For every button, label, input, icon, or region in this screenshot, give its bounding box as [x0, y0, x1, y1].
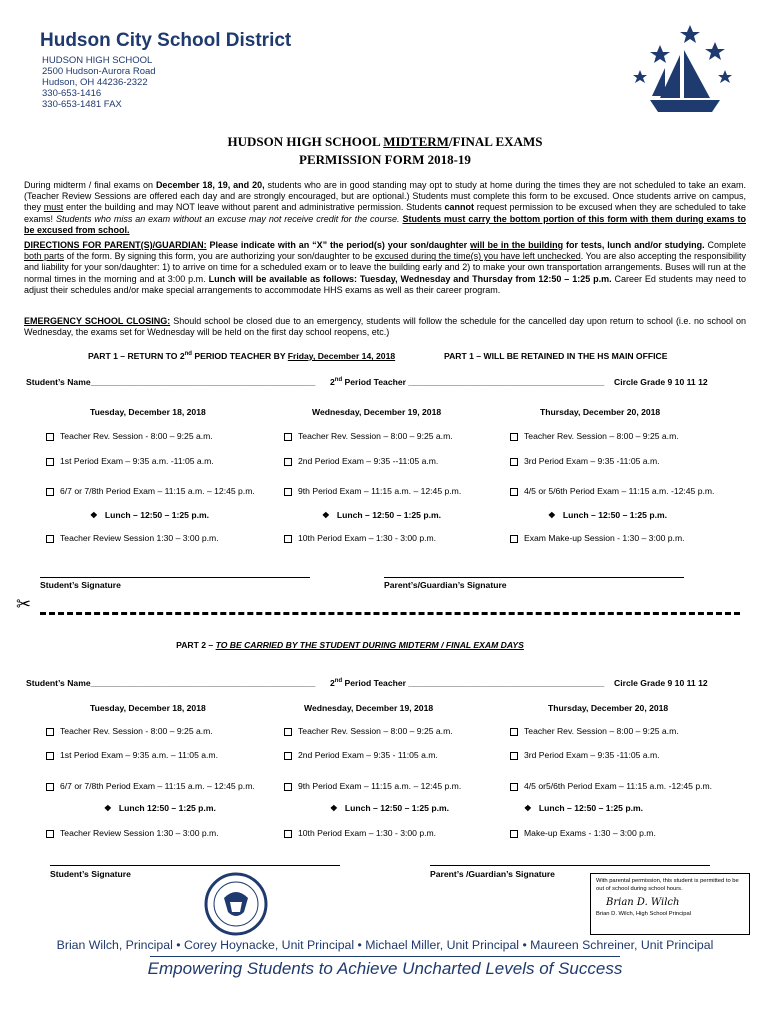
footer-principals: Brian Wilch, Principal • Corey Hoynacke, Unit Principal • Michael Miller, Unit Principal • Maureen Schreiner, Unit Principal: [56, 938, 714, 952]
part2-option[interactable]: Teacher Review Session 1:30 – 3:00 p.m.: [46, 828, 219, 838]
checkbox[interactable]: [510, 458, 518, 466]
checkbox[interactable]: [510, 728, 518, 736]
school-city: Hudson, OH 44236-2322: [42, 77, 148, 88]
stamp-permission-text: With parental permission, this student is permitted to be out of school during school hours.: [596, 878, 739, 892]
part2-day-wed: Wednesday, December 19, 2018: [304, 703, 434, 713]
part2-lunch-wed: ❖ Lunch – 12:50 – 1:25 p.m.: [330, 803, 450, 813]
part2-parent-signature-label: Parent’s /Guardian’s Signature: [430, 869, 555, 879]
part2-option[interactable]: Make-up Exams - 1:30 – 3:00 p.m.: [510, 828, 656, 838]
part1-student-name: Student’s Name_______________________________________________: [26, 377, 316, 387]
emergency-paragraph: EMERGENCY SCHOOL CLOSING: Should school be closed due to an emergency, students will follow the schedule for the cancelled day upon return to school (i.e. no school on Wednesday, the exams set for Wednesday will be held on the first day school reopens, etc.): [24, 316, 746, 338]
part2-option[interactable]: Teacher Rev. Session - 8:00 – 9:25 a.m.: [46, 726, 213, 736]
part1-option[interactable]: Teacher Rev. Session – 8:00 – 9:25 a.m.: [510, 431, 679, 441]
checkbox[interactable]: [46, 783, 54, 791]
checkbox[interactable]: [46, 535, 54, 543]
part2-option[interactable]: 2nd Period Exam – 9:35 - 11:05 a.m.: [284, 750, 438, 760]
district-name: Hudson City School District: [40, 30, 292, 51]
diamond-icon: ❖: [322, 510, 330, 520]
diamond-icon: ❖: [330, 803, 338, 813]
part2-lunch-thu: ❖ Lunch – 12:50 – 1:25 p.m.: [524, 803, 644, 813]
checkbox[interactable]: [510, 535, 518, 543]
school-name: HUDSON HIGH SCHOOL: [42, 55, 153, 66]
part2-option[interactable]: Teacher Rev. Session – 8:00 – 9:25 a.m.: [510, 726, 679, 736]
checkbox[interactable]: [510, 783, 518, 791]
stamp-principal-name: Brian D. Wilch, High School Principal: [596, 911, 692, 917]
checkbox[interactable]: [46, 752, 54, 760]
school-fax: 330-653-1481 FAX: [42, 99, 122, 110]
school-phone: 330-653-1416: [42, 88, 102, 99]
parent-signature-line[interactable]: [384, 577, 684, 578]
part2-option[interactable]: 6/7 or 7/8th Period Exam – 11:15 a.m. – 12:45 p.m.: [46, 781, 255, 791]
student-signature-line[interactable]: [40, 577, 310, 578]
scissors-icon: ✂: [16, 594, 32, 614]
part2-option[interactable]: Teacher Rev. Session – 8:00 – 9:25 a.m.: [284, 726, 453, 736]
part2-option[interactable]: 4/5 or5/6th Period Exam – 11:15 a.m. -12:45 p.m.: [510, 781, 712, 791]
ship-logo: [620, 20, 740, 120]
part2-period-teacher: 2nd Period Teacher _________________________________________: [330, 678, 605, 688]
diamond-icon: ❖: [524, 803, 532, 813]
footer-divider: [150, 956, 620, 957]
principal-signature: Brian D. Wilch: [606, 897, 680, 908]
checkbox[interactable]: [284, 728, 292, 736]
directions-paragraph: DIRECTIONS FOR PARENT(S)/GUARDIAN: Please indicate with an “X” the period(s) your son/daughter will be in the building for tests, lunch and/or studying. Complete both parts of the form. By signing this form, you are authorizing your son/daughter to be excused during the time(s) you have left unchecked. You are also accepting the responsibility and liability for your son/daughter: 1) to arrive on time for a scheduled exam or to leave the building early and 2) to make your own transportation arrangements. Buses will run at the normal times in the morning and at 3:00 p.m. Lunch will be available as follows: Tuesday, Wednesday and Thursday from 12:50 – 1:25 p.m. Career Ed students may need to adjust their schedules and/or make special arrangements to accommodate HHS exams as well as their career program.: [24, 240, 747, 295]
checkbox[interactable]: [284, 830, 292, 838]
part1-parent-signature-label: Parent’s/Guardian’s Signature: [384, 580, 507, 590]
checkbox[interactable]: [284, 535, 292, 543]
part2-student-name: Student’s Name_______________________________________________: [26, 678, 316, 688]
part2-option[interactable]: 1st Period Exam – 9:35 a.m. – 11:05 a.m.: [46, 750, 218, 760]
part2-option[interactable]: 3rd Period Exam – 9:35 -11:05 a.m.: [510, 750, 660, 760]
intro-paragraph: During midterm / final exams on December 18, 19, and 20, students who are in good standing may opt to study at home during the times they are not scheduled to take an exam. (Teacher Review Sessions are offered each day and are strongly encouraged, but are optional.) Students must complete this form to be excused. Once students arrive on campus, they must enter the building and may NOT leave without parent and administrative permission. Students cannot request permission to be excused when they are scheduled to take exams! Students who miss an exam without an excuse may not receive credit for the course. Students must carry the bottom portion of this form with them during exams to be excused from school.: [24, 180, 747, 235]
part2-option[interactable]: 10th Period Exam – 1:30 - 3:00 p.m.: [284, 828, 436, 838]
diamond-icon: ❖: [104, 803, 112, 813]
part1-option[interactable]: 4/5 or 5/6th Period Exam – 11:15 a.m. -12:45 p.m.: [510, 486, 714, 496]
parent-signature-line[interactable]: [430, 865, 710, 866]
part1-lunch-tue: ❖ Lunch – 12:50 – 1:25 p.m.: [90, 510, 210, 520]
part1-option[interactable]: 3rd Period Exam – 9:35 -11:05 a.m.: [510, 456, 660, 466]
footer-tagline: Empowering Students to Achieve Uncharted Levels of Success: [147, 959, 623, 978]
checkbox[interactable]: [510, 752, 518, 760]
student-signature-line[interactable]: [50, 865, 340, 866]
part1-option[interactable]: Teacher Rev. Session – 8:00 – 9:25 a.m.: [284, 431, 453, 441]
checkbox[interactable]: [284, 752, 292, 760]
part1-student-signature-label: Student’s Signature: [40, 580, 121, 590]
cut-line: [40, 612, 740, 615]
checkbox[interactable]: [46, 433, 54, 441]
part1-option[interactable]: Exam Make-up Session - 1:30 – 3:00 p.m.: [510, 533, 685, 543]
checkbox[interactable]: [284, 433, 292, 441]
checkbox[interactable]: [46, 728, 54, 736]
checkbox[interactable]: [510, 830, 518, 838]
part2-circle-grade: Circle Grade 9 10 11 12: [614, 678, 708, 688]
part1-option[interactable]: 10th Period Exam – 1:30 - 3:00 p.m.: [284, 533, 436, 543]
checkbox[interactable]: [284, 488, 292, 496]
principal-stamp-box: [590, 873, 750, 935]
checkbox[interactable]: [46, 488, 54, 496]
part1-option[interactable]: Teacher Review Session 1:30 – 3:00 p.m.: [46, 533, 219, 543]
part1-lunch-wed: ❖ Lunch – 12:50 – 1:25 p.m.: [322, 510, 442, 520]
part2-heading: PART 2 – TO BE CARRIED BY THE STUDENT DURING MIDTERM / FINAL EXAM DAYS: [176, 640, 524, 650]
checkbox[interactable]: [46, 458, 54, 466]
part1-heading-left: PART 1 – RETURN TO 2nd PERIOD TEACHER BY Friday, December 14, 2018: [88, 351, 396, 361]
form-title-line1: HUDSON HIGH SCHOOL MIDTERM/FINAL EXAMS: [227, 134, 543, 149]
part1-day-wed: Wednesday, December 19, 2018: [312, 407, 442, 417]
part1-option[interactable]: 9th Period Exam – 11:15 a.m. – 12:45 p.m.: [284, 486, 461, 496]
school-street: 2500 Hudson-Aurora Road: [42, 66, 156, 77]
checkbox[interactable]: [46, 830, 54, 838]
part1-day-thu: Thursday, December 20, 2018: [540, 407, 661, 417]
checkbox[interactable]: [510, 433, 518, 441]
part1-option[interactable]: 2nd Period Exam – 9:35 --11:05 a.m.: [284, 456, 438, 466]
diamond-icon: ❖: [548, 510, 556, 520]
checkbox[interactable]: [284, 458, 292, 466]
part1-day-tue: Tuesday, December 18, 2018: [90, 407, 206, 417]
part2-day-thu: Thursday, December 20, 2018: [548, 703, 669, 713]
part1-option[interactable]: Teacher Rev. Session - 8:00 – 9:25 a.m.: [46, 431, 213, 441]
part1-circle-grade: Circle Grade 9 10 11 12: [614, 377, 708, 387]
diamond-icon: ❖: [90, 510, 98, 520]
part2-option[interactable]: 9th Period Exam – 11:15 a.m. – 12:45 p.m.: [284, 781, 461, 791]
part1-option[interactable]: 6/7 or 7/8th Period Exam – 11:15 a.m. – 12:45 p.m.: [46, 486, 255, 496]
part1-lunch-thu: ❖ Lunch – 12:50 – 1:25 p.m.: [548, 510, 668, 520]
part1-option[interactable]: 1st Period Exam – 9:35 a.m. -11:05 a.m.: [46, 456, 214, 466]
part1-period-teacher: 2nd Period Teacher _________________________________________: [330, 377, 605, 387]
checkbox[interactable]: [510, 488, 518, 496]
part2-student-signature-label: Student’s Signature: [50, 869, 131, 879]
form-title-line2: PERMISSION FORM 2018-19: [299, 152, 471, 167]
part2-lunch-tue: ❖ Lunch 12:50 – 1:25 p.m.: [104, 803, 216, 813]
district-seal: [204, 872, 268, 936]
checkbox[interactable]: [284, 783, 292, 791]
part1-heading-right: PART 1 – WILL BE RETAINED IN THE HS MAIN OFFICE: [444, 351, 668, 361]
part2-day-tue: Tuesday, December 18, 2018: [90, 703, 206, 713]
